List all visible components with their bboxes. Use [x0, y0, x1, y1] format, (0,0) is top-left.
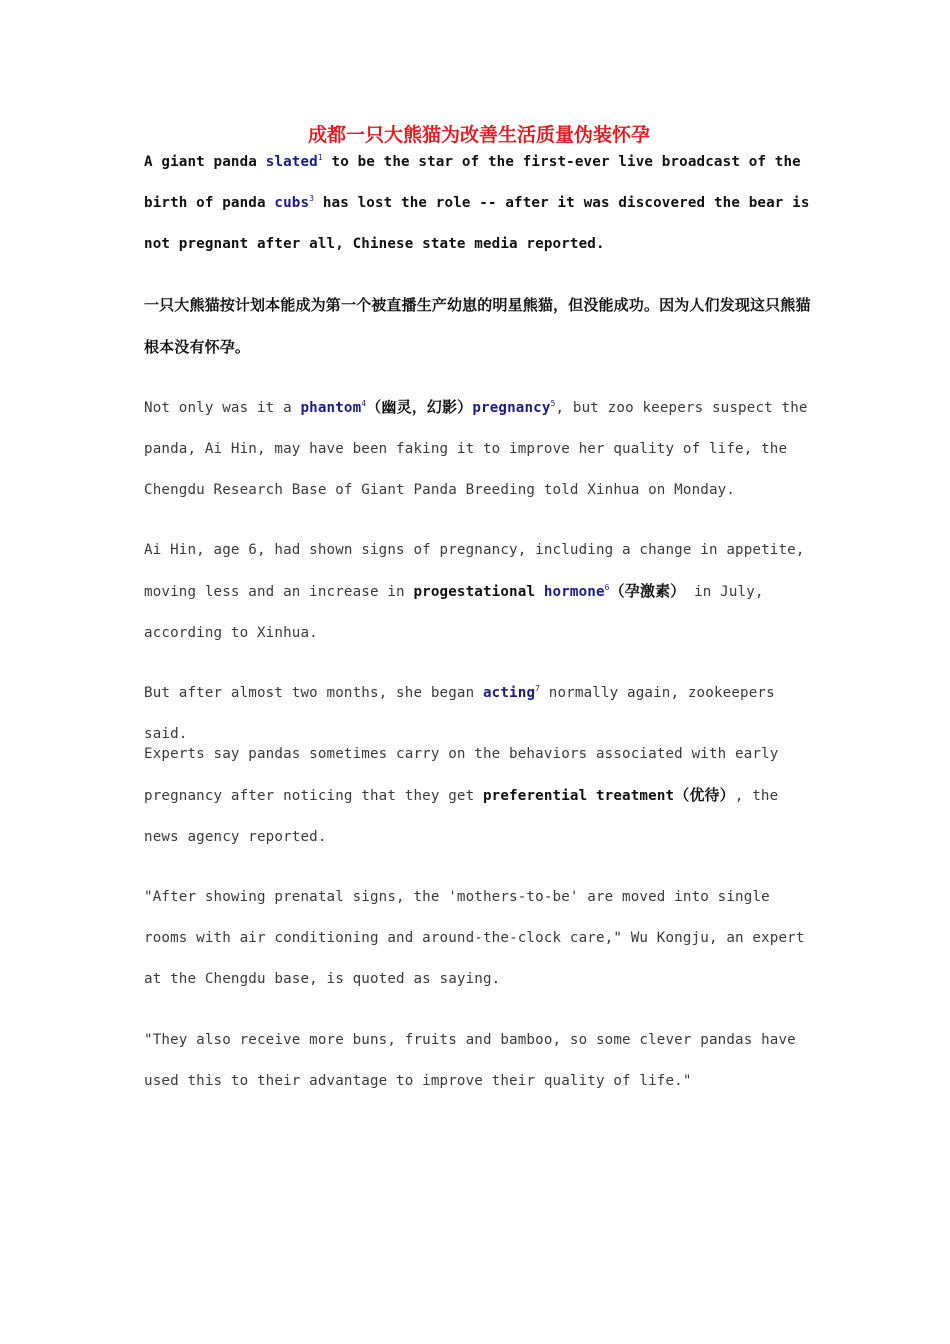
- text-run: has lost the role -- after it was discovered the bear is not pregnant after all, Chinese state media reported.: [144, 195, 810, 252]
- footnote-mark: 6: [604, 583, 610, 592]
- vocab-word: acting: [482, 685, 536, 701]
- gloss: （优待）: [674, 786, 735, 804]
- text-run: Ai Hin, age 6, had shown signs of pregnancy, including a change in appetite, moving less and an increase in: [144, 542, 805, 600]
- paragraph-6: [144, 734, 814, 858]
- text-run: A giant panda: [144, 154, 266, 170]
- vocab-word: pregnancy: [472, 400, 551, 416]
- footnote-mark: 4: [361, 399, 367, 408]
- vocab-word: cubs: [274, 195, 310, 211]
- footnote-mark: 7: [535, 684, 541, 693]
- gloss: （幽灵，幻影）: [366, 398, 473, 416]
- text-run: , the news agency reported.: [144, 788, 779, 845]
- vocab-word: preferential treatment: [482, 788, 675, 804]
- paragraph-8: "They also receive more buns, fruits and bamboo, so some clever pandas have used this to their advantage to improve their quality of life.": [144, 1032, 796, 1089]
- text-run: But after almost two months, she began: [144, 685, 483, 701]
- vocab-word: phantom: [300, 400, 362, 416]
- vocab-word: hormone: [543, 584, 605, 600]
- vocab-word: progestational: [413, 584, 544, 600]
- footnote-mark: 1: [317, 153, 323, 162]
- paragraph-1: [144, 142, 814, 265]
- text-run: Not only was it a: [144, 400, 301, 416]
- document-title: 成都一只大熊猫为改善生活质量伪装怀孕: [307, 124, 650, 146]
- paragraph-3: [144, 387, 814, 511]
- paragraph-7: "After showing prenatal signs, the 'mothers-to-be' are moved into single rooms with air conditioning and around-the-clock care," Wu Kongju, an expert at the Chengdu base, is quoted as saying.: [144, 889, 805, 987]
- gloss: （孕激素）: [609, 582, 686, 600]
- text-run: in July, according to Xinhua.: [144, 584, 764, 641]
- vocab-word: slated: [265, 154, 318, 170]
- text-run: Experts say pandas sometimes carry on the behaviors associated with early pregnancy after noticing that they get: [144, 746, 779, 804]
- text-run: to be the star of the first-ever live broadcast of the birth of panda: [144, 154, 801, 211]
- paragraph-4: [144, 530, 814, 654]
- text-run: , but zoo keepers suspect the panda, Ai Hin, may have been faking it to improve her quality of life, the Chengdu Research Base of Giant Panda Breeding told Xinhua on Monday.: [144, 400, 808, 498]
- footnote-mark: 3: [309, 194, 315, 203]
- footnote-mark: 5: [550, 399, 556, 408]
- paragraph-2-chinese: 一只大熊猫按计划本能成为第一个被直播生产幼崽的明星熊猫，但没能成功。因为人们发现这只熊猫根本没有怀孕。: [144, 296, 811, 356]
- text-run: normally again, zookeepers said.: [144, 685, 775, 742]
